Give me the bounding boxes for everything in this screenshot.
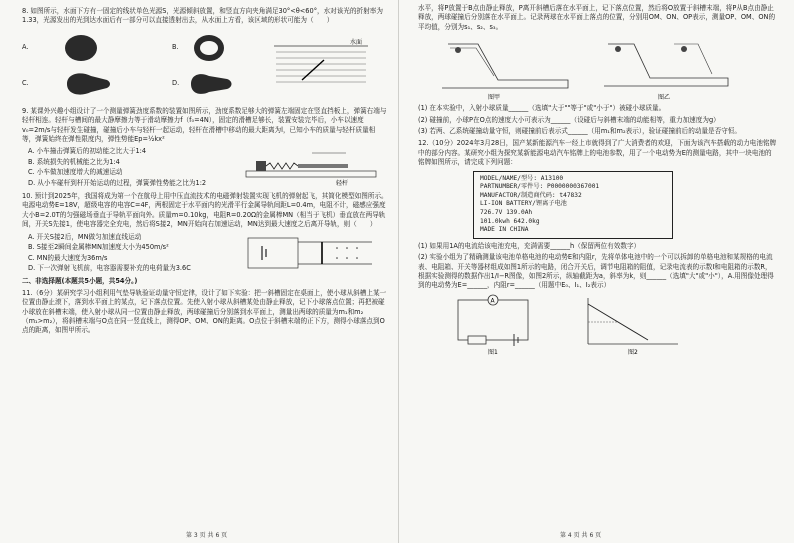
q11-sub-question-2: (2) 碰撞前，小球P在O点的速度大小可表示为______（设碰后与斜槽末端的动能相等，重力加速度为g） (418, 115, 720, 124)
q8-option-b-label: B. (172, 43, 179, 52)
q12-figure-1-caption: 图1 (488, 348, 498, 356)
q9-spring-rod-diagram (242, 149, 382, 187)
column-divider (398, 0, 399, 543)
q11-sub-question-3: (3) 若两、乙系统碰撞动量守恒，则碰撞前后表示式______（用m₁和m₂表示），验证碰撞前后的动量是否守恒。 (418, 127, 741, 136)
question-9-stem: 9. 某课外兴趣小组设计了一个测量弹簧劲度系数的装置如图所示，劲度系数足够大的弹簧左端固定在竖直挡板上，弹簧右端与轻杆相连。轻杆与槽间的最大静摩擦力等于滑动摩擦力f（f₀=4N），固定的滑槽足够长，装置安装完毕后，小车以速度v₀=2m/s与轻杆发生碰撞，碰撞后小车与轻杆一起运动，轻杆在滑槽中移动的最大距离为l，已知小车的质量与轻杆质量相等，弹簧始终在弹性限度内，弹性势能Ep=½kx² (22, 106, 387, 144)
q8-option-d-label: D. (172, 79, 180, 88)
q12-figures (418, 293, 778, 357)
nameplate-line: MODEL/NAME/型号: A13100 (480, 174, 564, 182)
q8-options-bd (172, 30, 272, 102)
q11-figure-a-caption: 图甲 (488, 94, 501, 102)
q8-water-diagram (272, 36, 372, 96)
question-8-stem: 8. 如图所示，水面下方有一固定的线状单色光源S，光源倾斜放置，和竖直方向夹角满足30°<θ<60°，水对该光的折射率为1.33，光源发出的光到达水面后有一部分可以直接透射出去，从水面上方看，该区域的形状可能为（ ） (22, 7, 383, 25)
nameplate-line: LI-ION BATTERY/锂离子电池 (480, 200, 567, 208)
q10-option-d: D. 下一次弹射飞机前，电容器需要补充的电荷量为3.6C (28, 263, 191, 272)
q10-option-c: C. MN的最大速度为36m/s (28, 253, 108, 262)
nameplate-line: PARTNUMBER/零件号: P0000000367001 (480, 183, 600, 191)
q8-option-c-figure (29, 67, 139, 101)
q12-circuit-figure (418, 294, 568, 356)
page-4-footer: 第 4 页 共 6 页 (560, 532, 602, 539)
question-12-stem: 12.（10分）2024年3月28日，国产某新能源汽车一经上市就得到了广大消费者的欢迎，下面为该汽车搭载的动力电池铭牌中的部分内容。某研究小组为探究某新能源电动汽车铭牌上的电池参数，用了一个电动势为E的测量电路，其中一块电池的铭牌如图所示，请完成下列问题： (418, 139, 777, 167)
q9-option-d: D. 从小车碰杆到杆开始运动的过程，弹簧弹性势能之比为1:2 (28, 178, 207, 187)
q9-option-a: A. 小车撞击弹簧后的初动能之比大于1:4 (28, 147, 147, 156)
q9-rod-label: 轻杆 (336, 179, 349, 187)
q11-figure-b (588, 36, 758, 102)
question-10-stem: 10. 预计到2025年，我国将成为第一个在航母上用中压直流技术的电磁弹射装置实现飞机的弹射起飞，其简化模型如图所示。电源电动势E=18V，超级电容的电容C=4F，两根固定于水平面内的光滑平行金属导轨间距L=0.4m，电阻不计，磁感应强度大小B=2.0T的匀强磁场垂直于导轨平面向外。质量m=0.10kg，电阻R=0.20Ω的金属棒MN（相当于飞机）垂直放在两导轨间，开关S先接1，使电容器完全充电，然后将S接2，MN开始向右加速运动，MN达到最大速度之后离开导轨，则（ ） (22, 192, 388, 229)
q12-sub-question-1: (1) 如果用1A的电流给该电池充电，充满需要______h（保留两位有效数字） (418, 241, 641, 250)
q12-figure-2-caption: 图2 (628, 348, 638, 356)
q8-option-d-figure (179, 67, 249, 101)
q8-option-c-label: C. (22, 79, 29, 88)
nameplate-line: MANUFACTOR/制造商代码: t47832 (480, 191, 582, 199)
battery-nameplate (473, 171, 673, 239)
question-11-continued: 水平，将P放置于B点由静止释放，P离开斜槽后落在水平面上，记下落点位置，然后将O放置于斜槽末端，将P从B点由静止释放，两球碰撞后分别落在水平面上。记录两球在水平面上落点的位置，分别用OM、ON、OP表示，测量OP、OM、ON的平均值，分别为s₁、s₂、s₃。 (418, 4, 776, 31)
question-11-stem: 11.（6分）某研究学习小组利用气垫导轨验证动量守恒定律，设计了如下实验：把一斜槽固定在桌面上，使小球从斜槽上某一位置由静止滚下，落到水平面上的某点，记下落点位置。先使入射小球从斜槽某处由静止释放，记下小球落点位置；再把被碰小球放在斜槽末端，使入射小球从同一位置由静止释放，两球碰撞后分别落到水平面上，测量出两球的质量为m₁和m₂（m₁>m₂），将斜槽末端与O点在同一竖直线上，测得OP、OM、ON的距离。O点位于斜槽末端的正下方，测得小球落点到O点的距离，如图甲所示。 (22, 288, 387, 335)
q8-options-ab (22, 30, 172, 102)
q12-sub-question-2: (2) 实验小组为了精确测量该电池单格电池的电动势E和内阻r，先将单体电池中的一个可以拆卸的单格电池和某规格的电流表、电阻箱、开关等器材组成如图1所示的电路，闭合开关后，调节电阻箱的阻值，记录电流表的示数I和电阻箱的示数R，根据实验测得的数据作出1/I−R图像，如图2所示，纵轴截距为a，斜率为k，则______（选填"大"或"小"），A.用图像处理得到的电动势为E=______，内阻r=______（用题中E₀、I₁、I₂表示） (418, 253, 774, 290)
question-10-body (22, 232, 388, 275)
q8-option-a-label: A. (22, 43, 29, 52)
nameplate-line: 101.0kwh 642.0kg (480, 217, 540, 225)
q11-sub-question-1: (1) 在本实验中，入射小球质量______（选填"大于""等于"或"小于"）被碰小球质量。 (418, 104, 666, 113)
q11-figure-a (418, 36, 588, 102)
section-2-heading: 二、非选择题(本题共5小题，共54分。) (22, 277, 138, 286)
q8-option-a-figure (29, 31, 139, 65)
q10-railgun-circuit-diagram (242, 232, 382, 274)
question-9-body (22, 146, 388, 189)
nameplate-line: MADE IN CHINA (480, 226, 529, 234)
q12-graph-figure (568, 294, 688, 356)
q9-option-c: C. 小车做加速度增大的减速运动 (28, 168, 123, 177)
nameplate-line: 726.7V 139.0Ah (480, 209, 533, 217)
q10-option-b: B. S接至2瞬间金属棒MN加速度大小为450m/s² (28, 243, 169, 252)
right-column (418, 4, 778, 536)
page-3-footer: 第 3 页 共 6 页 (186, 532, 228, 539)
q8-water-surface-label: 水面 (350, 38, 363, 46)
q11-figure-b-caption: 图乙 (658, 94, 671, 102)
question-8-options (22, 28, 388, 104)
q8-option-b-figure (179, 31, 249, 65)
q9-option-b: B. 系统损失的机械能之比为1:4 (28, 157, 120, 166)
q10-option-a: A. 开关S接2后，MN做匀加速直线运动 (28, 232, 142, 241)
svg-text:A: A (490, 297, 495, 305)
q11-figures (418, 34, 778, 104)
left-column (22, 4, 388, 536)
